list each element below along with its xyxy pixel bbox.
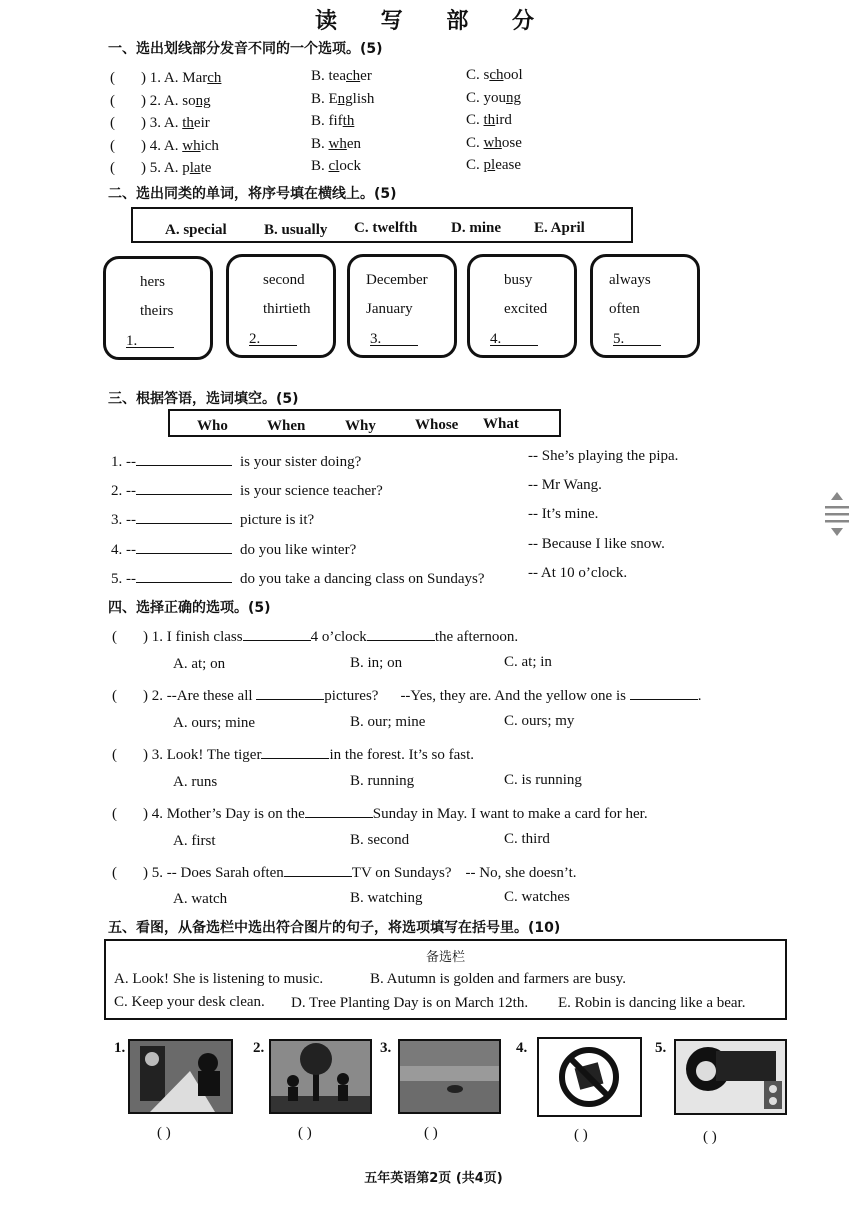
mc-option: C. third [504, 831, 550, 847]
pronunciation-option-c: C. young [466, 90, 522, 106]
answer-response: -- It’s mine. [528, 506, 599, 522]
word-option: B. usually [264, 222, 328, 238]
mc-option: C. watches [504, 889, 570, 905]
answer-response: -- She’s playing the pipa. [528, 448, 679, 464]
section5-heading: 五、看图，从备选栏中选出符合图片的句子，将选项填写在括号里。(10) [108, 920, 561, 936]
question-word: Whose [415, 417, 459, 433]
answer-options-box [104, 939, 787, 1020]
answer-blank-5[interactable]: ( ) [703, 1129, 717, 1145]
mc-option: C. ours; my [504, 713, 575, 729]
mc-option: B. our; mine [350, 714, 426, 730]
answer-blank-4[interactable]: ( ) [574, 1127, 588, 1143]
picture-5-dancing-bear [674, 1039, 787, 1115]
group-word: often [609, 301, 640, 317]
mc-option: A. first [173, 833, 216, 849]
answer-blank[interactable] [136, 568, 232, 583]
fill-in-question: 2. -- is your science teacher? [111, 480, 383, 500]
fill-in-question: 4. -- do you like winter? [111, 539, 356, 559]
fill-in-question: 3. -- picture is it? [111, 509, 314, 529]
fill-in-question: 1. -- is your sister doing? [111, 451, 361, 471]
mc-option: B. second [350, 832, 410, 848]
group-word: excited [504, 301, 548, 317]
answer-blank-2[interactable]: ( ) [298, 1125, 312, 1141]
answer-response: -- At 10 o’clock. [528, 565, 628, 581]
mc-option: A. ours; mine [173, 715, 256, 731]
picture-5-image [676, 1041, 785, 1113]
word-bank-box [131, 207, 633, 243]
pronunciation-question: ( ) 5. A. plate [110, 160, 212, 176]
picture-number: 3. [380, 1040, 392, 1056]
sentence-option-e: E. Robin is dancing like a bear. [558, 995, 746, 1011]
mc-question-4: ( ) 4. Mother’s Day is on the Sunday in May. I want to make a card for her. [112, 803, 648, 823]
picture-1-image [130, 1041, 231, 1112]
question-word-box [168, 409, 561, 437]
picture-1-listening-music [128, 1039, 233, 1114]
word-group-box: always often 5. [590, 254, 700, 358]
sentence-option-a: A. Look! She is listening to music. [114, 971, 324, 987]
answer-blank[interactable] [136, 480, 232, 495]
word-group-box: December January 3. [347, 254, 457, 358]
group-word: thirtieth [263, 301, 311, 317]
word-group-box: second thirtieth 2. [226, 254, 336, 358]
picture-number: 4. [516, 1040, 528, 1056]
mc-question-5: ( ) 5. -- Does Sarah often TV on Sundays? -- No, she doesn’t. [112, 862, 577, 882]
word-group-box: busy excited 4. [467, 254, 577, 358]
page-footer: 五年英语第2页 (共4页) [364, 1171, 503, 1186]
mc-option: A. watch [173, 891, 228, 907]
section3-heading: 三、根据答语，选词填空。(5) [108, 391, 299, 407]
picture-3-image [400, 1041, 499, 1112]
answer-response: -- Because I like snow. [528, 536, 665, 552]
fill-in-question: 5. -- do you take a dancing class on Sundays? [111, 568, 485, 588]
mc-question-3: ( ) 3. Look! The tiger in the forest. It’s so fast. [112, 744, 474, 764]
sentence-option-d: D. Tree Planting Day is on March 12th. [291, 995, 529, 1011]
picture-number: 5. [655, 1040, 667, 1056]
page-scroll-control[interactable] [823, 490, 851, 538]
mc-option: A. runs [173, 774, 218, 790]
sentence-option-b: B. Autumn is golden and farmers are busy. [370, 971, 627, 987]
section1-heading: 一、选出划线部分发音不同的一个选项。(5) [108, 41, 383, 57]
mc-option: C. is running [504, 772, 582, 788]
pronunciation-option-b: B. when [311, 136, 362, 152]
answer-response: -- Mr Wang. [528, 477, 602, 493]
group-word: hers [140, 274, 165, 290]
answer-blank[interactable] [136, 509, 232, 524]
word-group-box: hers theirs 1. [103, 256, 213, 360]
picture-number: 2. [253, 1040, 265, 1056]
pronunciation-question: ( ) 1. A. March [110, 70, 222, 86]
word-option: E. April [534, 220, 585, 236]
question-word: What [483, 416, 519, 432]
group-word: second [263, 272, 305, 288]
group-word: January [366, 301, 413, 317]
answer-blank-1[interactable]: ( ) [157, 1125, 171, 1141]
picture-number: 1. [114, 1040, 126, 1056]
options-box-title: 备选栏 [425, 950, 465, 965]
page-title: 读 写 部 分 [315, 9, 552, 34]
pronunciation-question: ( ) 2. A. song [110, 93, 211, 109]
answer-blank[interactable] [136, 539, 232, 554]
answer-blank[interactable] [136, 451, 232, 466]
group-word: always [609, 272, 651, 288]
sentence-option-c: C. Keep your desk clean. [114, 994, 265, 1010]
section2-heading: 二、选出同类的单词，将序号填在横线上。(5) [108, 186, 397, 202]
mc-option: A. at; on [173, 656, 226, 672]
pronunciation-option-c: C. please [466, 157, 521, 173]
pronunciation-question: ( ) 3. A. their [110, 115, 210, 131]
group-word: theirs [140, 303, 174, 319]
section4-heading: 四、选择正确的选项。(5) [108, 600, 271, 616]
mc-option: B. watching [350, 890, 423, 906]
group-word: busy [504, 272, 533, 288]
picture-2-image [271, 1041, 370, 1112]
mc-question-2: ( ) 2. --Are these all pictures? --Yes, they are. And the yellow one is . [112, 685, 701, 705]
pronunciation-option-b: B. clock [311, 158, 362, 174]
pronunciation-option-b: B. fifth [311, 113, 355, 129]
group-word: December [366, 272, 428, 288]
mc-question-1: ( ) 1. I finish class 4 o’clock the afternoon. [112, 626, 518, 646]
pronunciation-question: ( ) 4. A. which [110, 138, 219, 154]
answer-blank-3[interactable]: ( ) [424, 1125, 438, 1141]
pronunciation-option-c: C. school [466, 67, 523, 83]
no-litter-sign-icon [539, 1039, 640, 1115]
mc-option: B. running [350, 773, 415, 789]
pronunciation-option-b: B. English [311, 91, 375, 107]
word-option: D. mine [451, 220, 501, 236]
scroll-handle-icon[interactable] [823, 490, 851, 538]
picture-2-tree-planting [269, 1039, 372, 1114]
pronunciation-option-c: C. whose [466, 135, 522, 151]
word-option: A. special [165, 222, 227, 238]
word-option: C. twelfth [354, 220, 418, 236]
mc-option: C. at; in [504, 654, 552, 670]
picture-3-autumn-field [398, 1039, 501, 1114]
question-word: When [267, 418, 306, 434]
question-word: Why [345, 418, 376, 434]
picture-4-keep-desk-clean [537, 1037, 642, 1117]
question-word: Who [197, 418, 228, 434]
pronunciation-option-b: B. teacher [311, 68, 372, 84]
pronunciation-option-c: C. third [466, 112, 512, 128]
mc-option: B. in; on [350, 655, 403, 671]
